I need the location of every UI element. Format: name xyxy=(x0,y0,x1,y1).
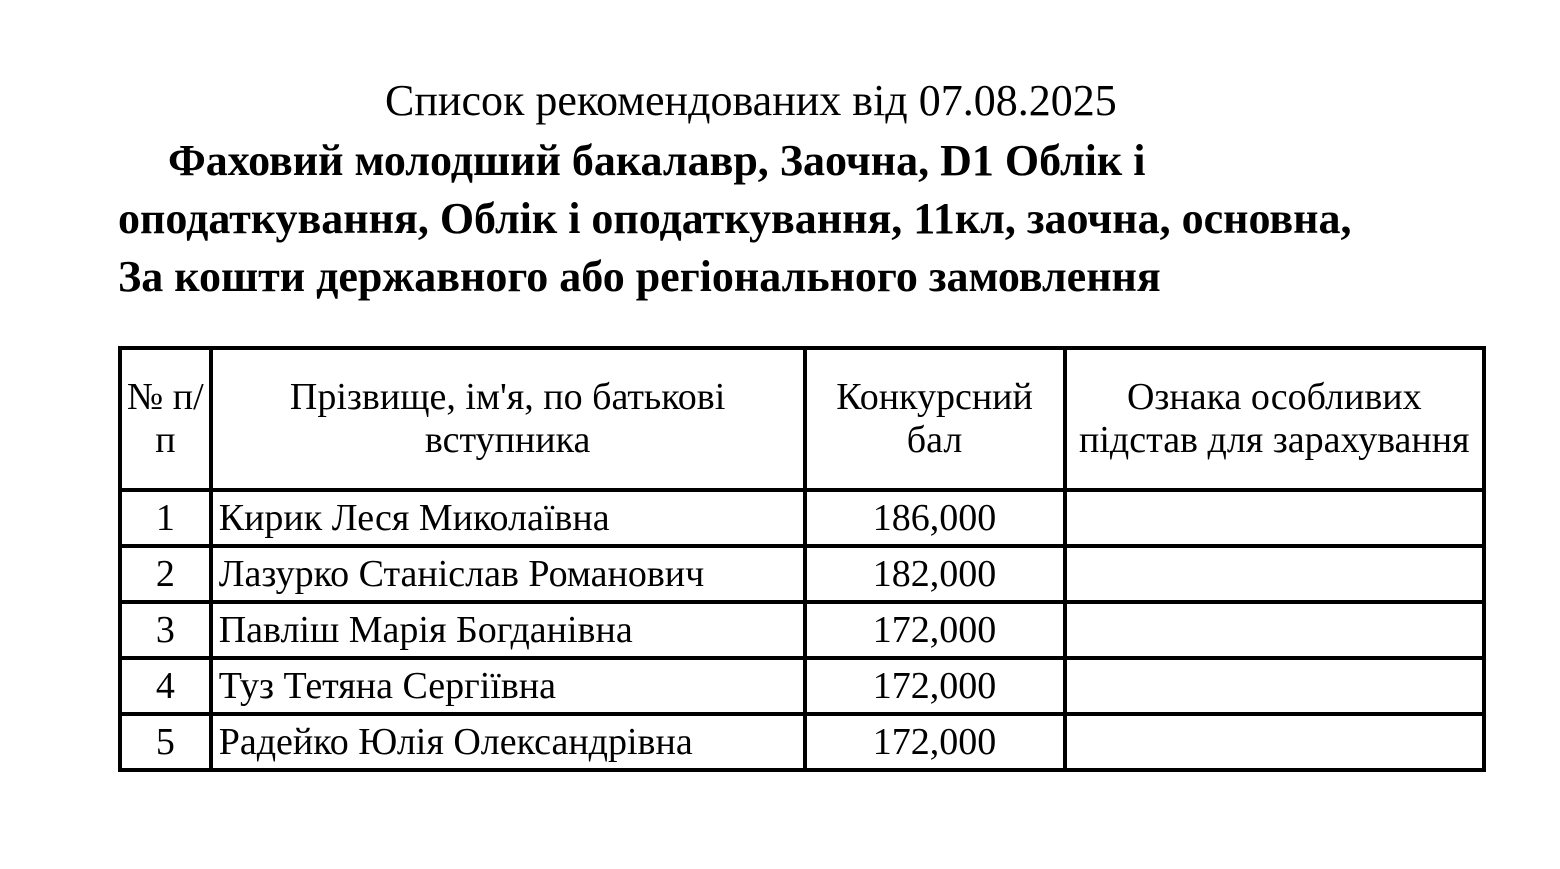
applicant-name: Кирик Леся Миколаївна xyxy=(211,490,805,546)
table-row xyxy=(120,602,1484,658)
program-description-text: Фаховий молодший бакалавр, Заочна, D1 Облік і оподаткування, Облік і оподаткування, 11кл, заочна, основна, За кошти державного або регіонального замовлення xyxy=(118,136,1352,301)
table-row xyxy=(120,546,1484,602)
special-grounds xyxy=(1065,490,1484,546)
table-row xyxy=(120,490,1484,546)
table-row xyxy=(120,658,1484,714)
table-row xyxy=(120,714,1484,770)
column-header-score: Конкурсний бал xyxy=(805,348,1065,490)
column-header-name: Прізвище, ім'я, по батькові вступника xyxy=(211,348,805,490)
program-description xyxy=(118,132,1358,306)
column-header-number: № п/п xyxy=(120,348,211,490)
row-number: 5 xyxy=(120,714,211,770)
special-grounds xyxy=(1065,658,1484,714)
page-title: Список рекомендованих від 07.08.2025 xyxy=(385,76,1117,125)
row-number: 1 xyxy=(120,490,211,546)
recommended-applicants-table xyxy=(118,346,1486,772)
row-number: 2 xyxy=(120,546,211,602)
special-grounds xyxy=(1065,546,1484,602)
applicant-name: Павліш Марія Богданівна xyxy=(211,602,805,658)
column-header-special-grounds: Ознака особливих підстав для зарахування xyxy=(1065,348,1484,490)
table-header-row xyxy=(120,348,1484,490)
special-grounds xyxy=(1065,714,1484,770)
row-number: 3 xyxy=(120,602,211,658)
competitive-score: 172,000 xyxy=(805,602,1065,658)
applicant-name: Туз Тетяна Сергіївна xyxy=(211,658,805,714)
applicant-name: Лазурко Станіслав Романович xyxy=(211,546,805,602)
competitive-score: 182,000 xyxy=(805,546,1065,602)
row-number: 4 xyxy=(120,658,211,714)
special-grounds xyxy=(1065,602,1484,658)
applicant-name: Радейко Юлія Олександрівна xyxy=(211,714,805,770)
competitive-score: 172,000 xyxy=(805,658,1065,714)
competitive-score: 186,000 xyxy=(805,490,1065,546)
competitive-score: 172,000 xyxy=(805,714,1065,770)
